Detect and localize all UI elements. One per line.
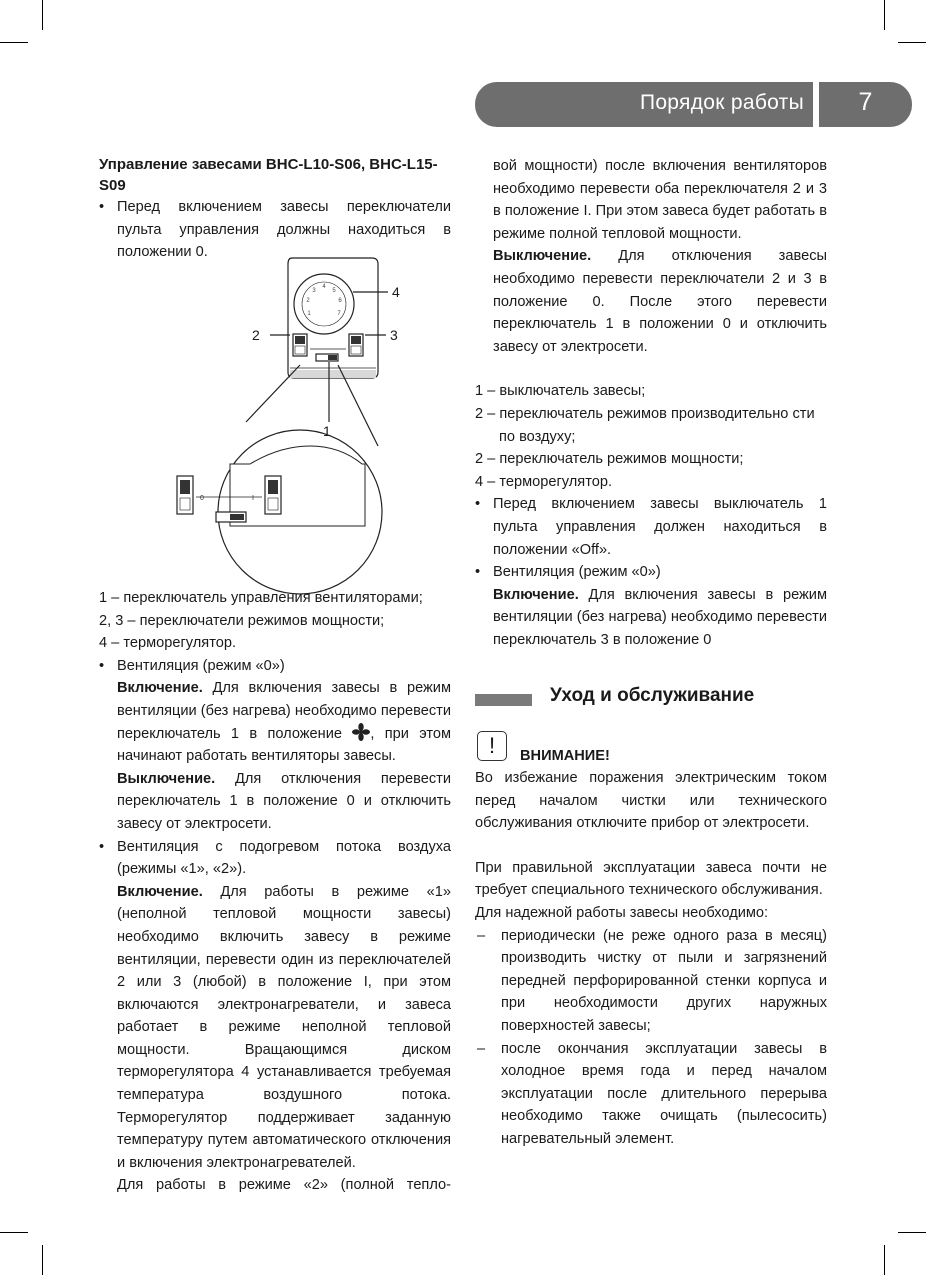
intro-bullet: • Перед включением завесы переключатели пульта управления должны находиться в положении 0. [99,196,451,264]
vent-off-text: Для отключения перевести переключатель 1 в положение 0 и отключить завесу от электросети. [117,770,451,832]
care-item: – после окончания эксплуатации завесы в холодное время года и перед началом эксплуатации после длительного перерыва необходимо также очищать (пылесосить) нагревательный элемент. [475,1038,827,1151]
heat-on-text: Для работы в режиме «1» (неполной тепловой мощности завесы) необходимо включить завесу в режиме вентиляции, перевести один из переключателей 2 или 3 (любой) в положение I, при этом включаются электронагреватели, и завеса работает в режиме неполной тепловой мощности. Вращающимся диском терморегулятора 4 устанавливается требуемая температура воздушного потока. Терморегулятор поддерживает заданную температуру путем автоматического отключения и включения электронагревателей. [117,883,451,1171]
callout-3: 3 [390,327,398,343]
vent-on-text-right: Для включения завесы в режим вентиляции (без нагрева) необходимо перевести переключатель 3 в положение 0 [493,586,827,648]
warning-title: ВНИМАНИЕ! [520,748,610,764]
care-text: При правильной эксплуатации завеса почти не требует специального технического обслуживания. [475,859,827,899]
section-header [475,82,912,127]
legend-item: 4 – терморегулятор. [99,635,237,652]
left-column-bottom [99,587,451,1197]
dial-mark: 5 [332,288,336,294]
vent-on-paragraph [99,677,451,767]
care-need: Для надежной работы завесы необходимо: [475,904,769,921]
dial-mark: 1 [307,311,311,317]
crop-mark [42,1245,43,1275]
off-paragraph [475,245,827,358]
vent-bullet: • Вентиляция (режим «0») [99,655,451,678]
right-column-bottom [475,767,827,1151]
crop-mark [42,0,43,30]
dial-mark: 2 [306,298,310,304]
right-column-top [475,155,827,651]
page-number: 7 [858,88,873,116]
callout-4: 4 [392,284,400,300]
vent-on-label-right: Включение. [493,586,579,603]
vent-bullet-right: • Вентиляция (режим «0») [475,561,827,584]
vent-on-paragraph-right [475,584,827,652]
vent-on-text-a: Для включения завесы в режим вентиляции (без нагрева) необходимо перевести переключатель 1 в положение [117,680,451,742]
callout-1: 1 [323,423,331,439]
control-heading: Управление завесами BHC-L10-S06, BHC-L15-S09 [99,156,438,194]
off-label: Выключение. [493,248,592,265]
legend-item: 2 – переключатель режимов мощности; [475,451,744,468]
vent-off-paragraph [99,768,451,836]
switch-label-zero: 0 [200,495,204,502]
mode2-paragraph: Для работы в режиме «2» (полной тепло- [117,1177,451,1194]
warning-icon: ! [477,731,507,761]
dial-mark: 6 [338,298,342,304]
callout-2: 2 [252,327,260,343]
dial-mark: 3 [312,288,316,294]
off-bullet: • Перед включением завесы выключатель 1 пульта управления должен находиться в положении «Off». [475,493,827,561]
crop-mark [898,1232,926,1233]
control-panel-diagram [140,250,460,600]
dial-mark: 7 [337,311,341,317]
legend-item: 1 – переключатель управления вентиляторами; [99,590,423,606]
cont-paragraph: вой мощности) после включения вентиляторов необходимо перевести оба переключателя 2 и 3 в положение I. При этом завеса будет работать в режиме полной тепловой мощности. [493,158,827,242]
crop-mark [898,42,926,43]
fan-icon [352,723,370,741]
heat-bullet: • Вентиляция с подогревом потока воздуха (режимы «1», «2»). [99,836,451,881]
off-text: Для отключения завесы необходимо перевести переключатели 2 и 3 в положение 0. После этого перевести переключатель 1 в положении 0 и отключить завесу от электросети. [493,248,827,355]
care-item: – периодически (не реже одного раза в месяц) производить чистку от пыли и загрязнений передней перфорированной стенки корпуса и при необходимости других наружных поверхностей завесы; [475,925,827,1038]
heat-on-label: Включение. [117,883,203,900]
vent-on-text-b: , при этом начинают работать вентиляторы завесы. [117,725,451,765]
left-column-top [99,154,451,264]
section-header-title: Порядок работы [639,91,804,114]
switch-label-one: I [252,495,254,502]
crop-mark [0,42,28,43]
legend-item: 1 – выключатель завесы; [475,383,646,400]
heat-on-paragraph [99,881,451,1175]
legend-item: 2, 3 – переключатели режимов мощности; [99,612,385,629]
section-title: Уход и обслуживание [550,685,755,706]
warning-text: Во избежание поражения электрическим током перед началом чистки или технического обслуживания отключите прибор от электросети. [475,770,827,832]
crop-mark [884,1245,885,1275]
section-bar [475,694,532,706]
legend-item: 4 – терморегулятор. [475,473,613,490]
legend-item: 2 – переключатель режимов производительно сти по воздуху; [475,405,815,445]
vent-off-label: Выключение. [117,770,216,787]
dial-mark: 4 [322,284,326,290]
crop-mark [0,1232,28,1233]
vent-on-label: Включение. [117,680,203,697]
crop-mark [884,0,885,30]
